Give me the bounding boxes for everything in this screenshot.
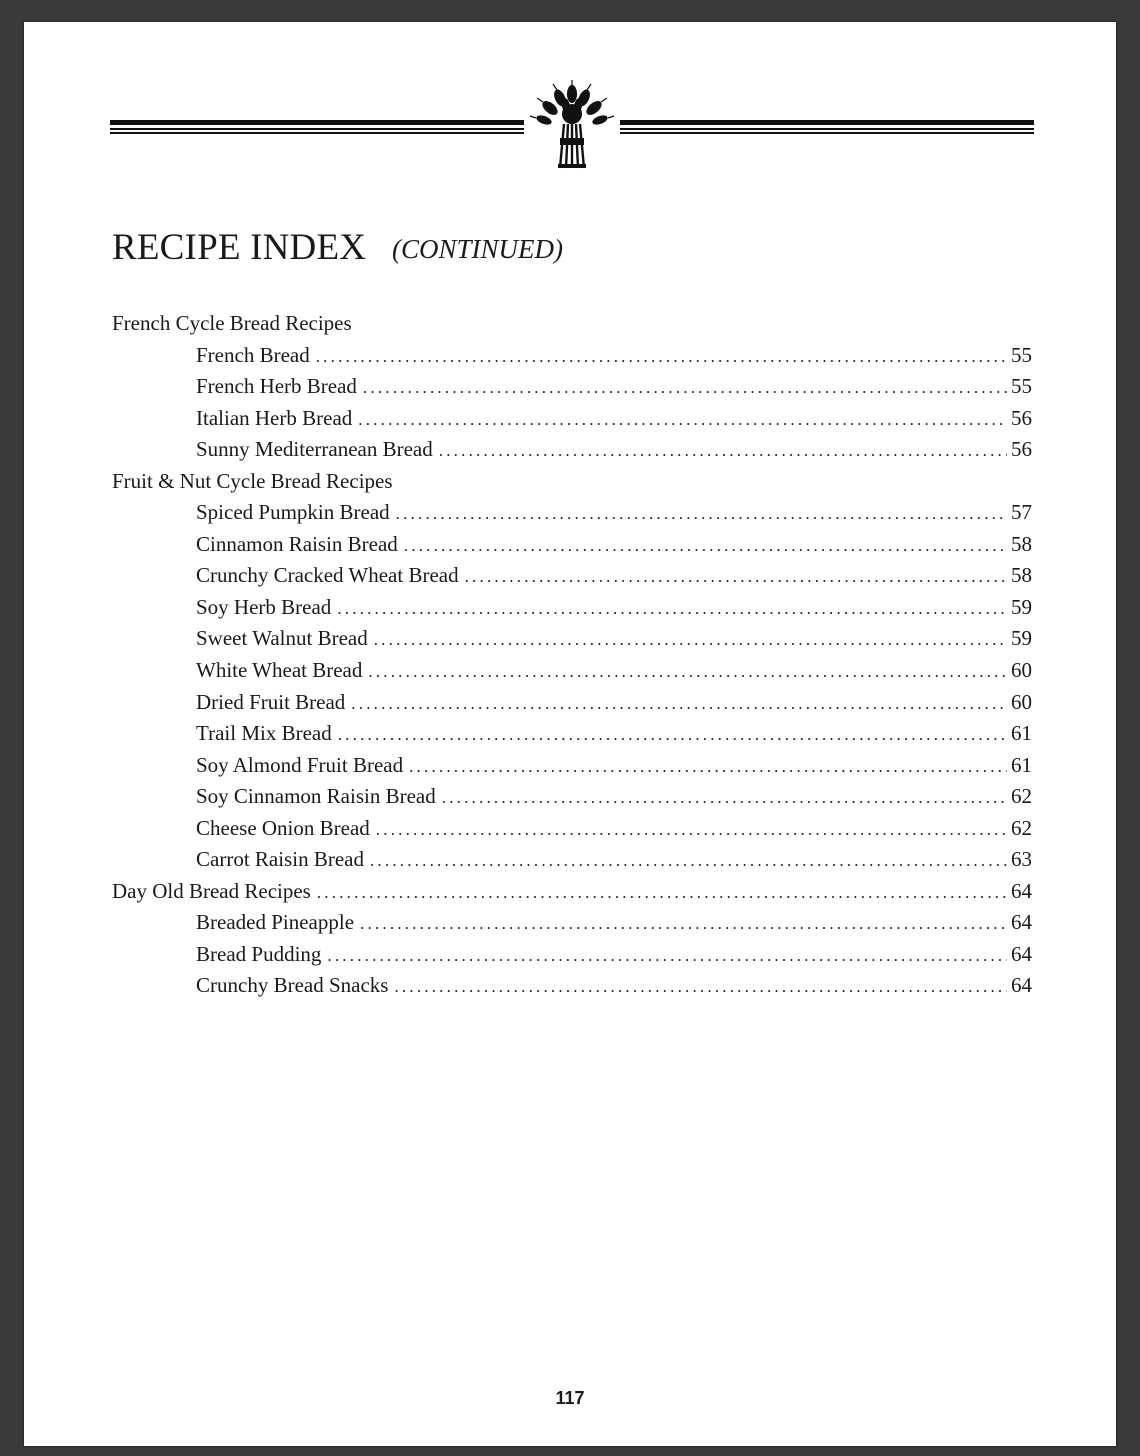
- entry-name: French Bread: [196, 342, 310, 367]
- section-heading-label: French Cycle Bread Recipes: [112, 311, 352, 335]
- entry-page: 60: [1011, 658, 1032, 683]
- entry-name: Sunny Mediterranean Bread: [196, 437, 433, 462]
- page-number: 117: [555, 1388, 585, 1408]
- entry-name: Dried Fruit Bread: [196, 689, 346, 714]
- index-entry: [112, 434, 1032, 466]
- entry-page: 59: [1011, 626, 1032, 651]
- dot-leader: [396, 498, 1007, 529]
- dot-leader: [409, 751, 1007, 782]
- index-entry: [112, 560, 1032, 592]
- index-entry: [112, 939, 1032, 971]
- dot-leader: [363, 372, 1007, 403]
- entry-page: 57: [1011, 500, 1032, 525]
- index-entry: [112, 781, 1032, 813]
- entry-name: Cheese Onion Bread: [196, 815, 370, 840]
- entry-name: Sweet Walnut Bread: [196, 626, 368, 651]
- index-entry: [112, 813, 1032, 845]
- section-heading: [112, 466, 1032, 498]
- entry-page: 64: [1011, 973, 1032, 998]
- dot-leader: [317, 877, 1007, 908]
- index-entry: [112, 970, 1032, 1002]
- dot-leader: [404, 530, 1007, 561]
- entry-name: Spiced Pumpkin Bread: [196, 500, 390, 525]
- entry-name: Soy Cinnamon Raisin Bread: [196, 784, 436, 809]
- entry-page: 63: [1011, 847, 1032, 872]
- dot-leader: [368, 656, 1007, 687]
- dot-leader: [442, 782, 1007, 813]
- index-entry: [112, 687, 1032, 719]
- dot-leader: [360, 908, 1007, 939]
- entry-name: Breaded Pineapple: [196, 910, 355, 935]
- entry-page: 55: [1011, 342, 1032, 367]
- page-title: RECIPE INDEX: [112, 227, 367, 268]
- entry-page: 59: [1011, 594, 1032, 619]
- section-page: 64: [1011, 878, 1032, 903]
- index-entry: [112, 718, 1032, 750]
- entry-name: Trail Mix Bread: [196, 721, 332, 746]
- index-entry: [112, 655, 1032, 687]
- entry-page: 62: [1011, 815, 1032, 840]
- entry-name: White Wheat Bread: [196, 658, 363, 683]
- dot-leader: [337, 593, 1007, 624]
- entry-page: 58: [1011, 531, 1032, 556]
- entry-page: 56: [1011, 405, 1032, 430]
- index-entry: [112, 623, 1032, 655]
- entry-name: Cinnamon Raisin Bread: [196, 531, 398, 556]
- wheat-sheaf-icon: [524, 80, 620, 176]
- section-heading: [112, 876, 1032, 908]
- entry-name: Soy Almond Fruit Bread: [196, 752, 404, 777]
- entry-page: 62: [1011, 784, 1032, 809]
- index-entry: [112, 403, 1032, 435]
- index-entry: [112, 371, 1032, 403]
- dot-leader: [358, 404, 1007, 435]
- entry-page: 64: [1011, 910, 1032, 935]
- dot-leader: [370, 845, 1007, 876]
- entry-page: 61: [1011, 752, 1032, 777]
- index-entry: [112, 750, 1032, 782]
- document-page: [24, 22, 1116, 1446]
- section-heading-label: Fruit & Nut Cycle Bread Recipes: [112, 468, 393, 493]
- index-entry: [112, 529, 1032, 561]
- entry-name: Crunchy Bread Snacks: [196, 973, 389, 998]
- section-heading-label: Day Old Bread Recipes: [112, 878, 311, 903]
- entry-name: Crunchy Cracked Wheat Bread: [196, 563, 459, 588]
- dot-leader: [351, 688, 1007, 719]
- entry-name: Soy Herb Bread: [196, 594, 332, 619]
- dot-leader: [439, 435, 1007, 466]
- entry-page: 64: [1011, 941, 1032, 966]
- entry-page: 61: [1011, 721, 1032, 746]
- recipe-index: [112, 308, 1032, 1002]
- index-entry: [112, 340, 1032, 372]
- dot-leader: [376, 814, 1007, 845]
- entry-page: 60: [1011, 689, 1032, 714]
- index-entry: [112, 497, 1032, 529]
- page-subtitle: (CONTINUED): [392, 234, 564, 264]
- dot-leader: [316, 341, 1007, 372]
- dot-leader: [374, 624, 1007, 655]
- dot-leader: [338, 719, 1007, 750]
- entry-name: French Herb Bread: [196, 374, 357, 399]
- entry-name: Carrot Raisin Bread: [196, 847, 364, 872]
- dot-leader: [465, 561, 1007, 592]
- index-entry: [112, 844, 1032, 876]
- index-entry: [112, 907, 1032, 939]
- entry-page: 55: [1011, 374, 1032, 399]
- entry-name: Bread Pudding: [196, 941, 322, 966]
- entry-page: 56: [1011, 437, 1032, 462]
- index-entry: [112, 592, 1032, 624]
- entry-page: 58: [1011, 563, 1032, 588]
- dot-leader: [394, 971, 1007, 1002]
- section-heading: [112, 308, 1032, 340]
- dot-leader: [327, 940, 1007, 971]
- entry-name: Italian Herb Bread: [196, 405, 353, 430]
